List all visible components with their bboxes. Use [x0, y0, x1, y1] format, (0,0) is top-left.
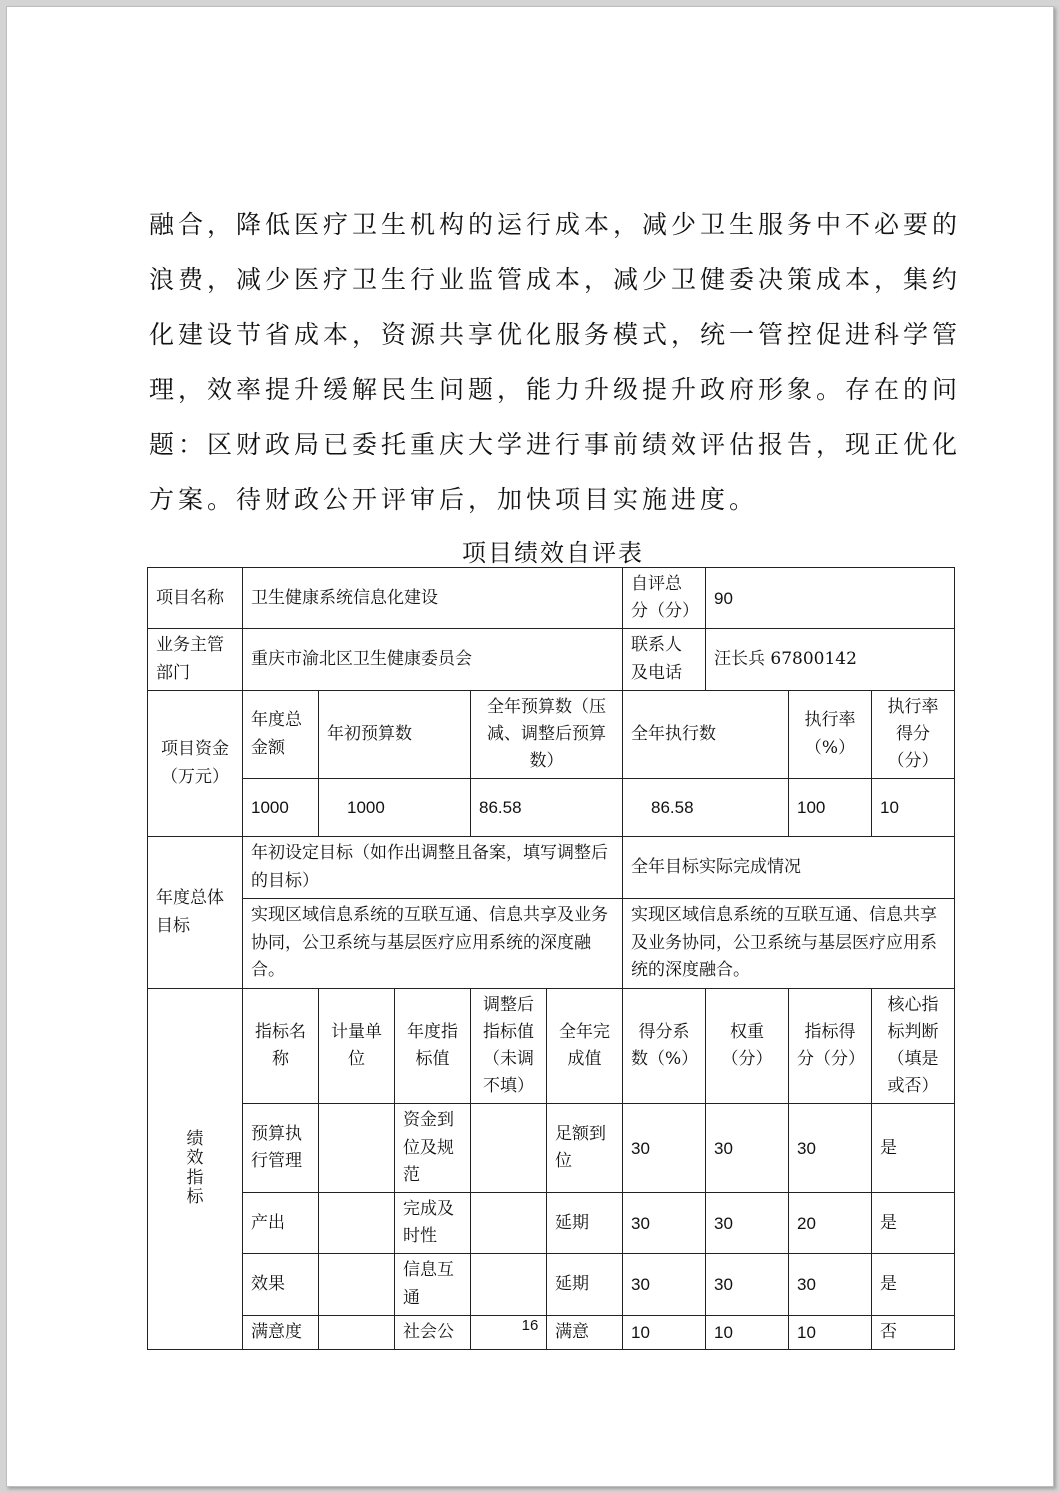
- project-name-label: 项目名称: [148, 568, 243, 629]
- indicator-cell: [319, 1104, 395, 1193]
- indicators-label-cell: [148, 988, 243, 1349]
- self-score-label: 自评总分（分）: [623, 568, 706, 629]
- indicator-cell: 信息互通: [395, 1254, 471, 1315]
- paragraph-line: 题：区财政局已委托重庆大学进行事前绩效评估报告，现正优化: [149, 430, 962, 459]
- annual-goals-label: 年度总体目标: [148, 837, 243, 988]
- funds-label: 项目资金（万元）: [148, 690, 243, 837]
- indicator-cell: [471, 1104, 547, 1193]
- indicator-header: 年度指标值: [395, 988, 471, 1104]
- indicator-cell: 30: [706, 1254, 789, 1315]
- funds-value: 10: [872, 779, 955, 837]
- indicator-cell: 预算执行管理: [243, 1104, 319, 1193]
- indicator-cell: 是: [872, 1254, 955, 1315]
- funds-header: 执行率（%）: [789, 690, 872, 779]
- initial-goal-text: 实现区域信息系统的互联互通、信息共享及业务协同，公卫系统与基层医疗应用系统的深度融合。: [243, 898, 623, 988]
- indicator-cell: 10: [789, 1315, 872, 1349]
- indicator-cell: 30: [623, 1104, 706, 1193]
- indicator-cell: 产出: [243, 1193, 319, 1254]
- funds-value: 86.58: [623, 779, 789, 837]
- indicator-cell: 满意: [547, 1315, 623, 1349]
- indicator-cell: [471, 1193, 547, 1254]
- indicator-cell: 延期: [547, 1193, 623, 1254]
- paragraph-line: 化建设节省成本，资源共享优化服务模式，统一管控促进科学管: [149, 320, 962, 349]
- contact-value: 汪长兵 67800142: [706, 629, 955, 690]
- indicator-cell: 是: [872, 1193, 955, 1254]
- indicator-header: 得分系数（%）: [623, 988, 706, 1104]
- funds-header: 执行率得分（分）: [872, 690, 955, 779]
- indicator-header: 指标得分（分）: [789, 988, 872, 1104]
- department-value: 重庆市渝北区卫生健康委员会: [243, 629, 623, 690]
- indicator-cell: 资金到位及规范: [395, 1104, 471, 1193]
- indicator-cell: 30: [623, 1254, 706, 1315]
- body-paragraph: [149, 197, 962, 527]
- funds-value: 100: [789, 779, 872, 837]
- indicator-cell: 否: [872, 1315, 955, 1349]
- funds-header: 全年预算数（压减、调整后预算数）: [471, 690, 623, 779]
- funds-header: 全年执行数: [623, 690, 789, 779]
- indicator-cell: 是: [872, 1104, 955, 1193]
- indicator-cell: [471, 1254, 547, 1315]
- self-score-value: 90: [706, 568, 955, 629]
- indicator-header: 调整后指标值（未调不填）: [471, 988, 547, 1104]
- actual-goal-text: 实现区域信息系统的互联互通、信息共享及业务协同，公卫系统与基层医疗应用系统的深度融合。: [623, 898, 955, 988]
- indicator-cell: 社会公: [395, 1315, 471, 1349]
- actual-goal-header: 全年目标实际完成情况: [623, 837, 955, 898]
- indicator-cell: [319, 1254, 395, 1315]
- paragraph-line: 融合，降低医疗卫生机构的运行成本，减少卫生服务中不必要的: [149, 210, 962, 239]
- table-title: 项目绩效自评表: [462, 539, 644, 567]
- indicator-header: 权重（分）: [706, 988, 789, 1104]
- table-row: [148, 1193, 955, 1254]
- indicator-cell: 满意度: [243, 1315, 319, 1349]
- indicator-cell: 完成及时性: [395, 1193, 471, 1254]
- indicator-cell: [319, 1193, 395, 1254]
- paragraph-line: 方案。待财政公开评审后，加快项目实施进度。: [149, 485, 759, 514]
- indicator-cell: 30: [706, 1193, 789, 1254]
- project-name-value: 卫生健康系统信息化建设: [243, 568, 623, 629]
- table-row: [148, 1104, 955, 1193]
- indicator-header: 指标名称: [243, 988, 319, 1104]
- paragraph-line: 理，效率提升缓解民生问题，能力升级提升政府形象。存在的问: [149, 375, 962, 404]
- indicator-header: 计量单位: [319, 988, 395, 1104]
- indicator-cell: 10: [623, 1315, 706, 1349]
- paragraph-line: 浪费，减少医疗卫生行业监管成本，减少卫健委决策成本，集约: [149, 265, 962, 294]
- indicator-cell: 30: [623, 1193, 706, 1254]
- indicator-cell: 效果: [243, 1254, 319, 1315]
- performance-evaluation-table: [147, 567, 955, 1350]
- funds-header: 年初预算数: [319, 690, 471, 779]
- funds-header: 年度总金额: [243, 690, 319, 779]
- table-row: [148, 1254, 955, 1315]
- funds-value: 1000: [243, 779, 319, 837]
- funds-value: 86.58: [471, 779, 623, 837]
- indicators-label: 绩效指标: [186, 1128, 204, 1208]
- indicator-cell: 30: [706, 1104, 789, 1193]
- funds-value: 1000: [319, 779, 471, 837]
- indicator-header: 核心指标判断（填是或否）: [872, 988, 955, 1104]
- indicator-cell: 30: [789, 1104, 872, 1193]
- contact-label: 联系人及电话: [623, 629, 706, 690]
- indicator-cell: 足额到位: [547, 1104, 623, 1193]
- page-number: 16: [521, 1317, 539, 1334]
- initial-goal-header: 年初设定目标（如作出调整且备案，填写调整后的目标）: [243, 837, 623, 898]
- indicator-cell: 10: [706, 1315, 789, 1349]
- department-label: 业务主管部门: [148, 629, 243, 690]
- indicator-cell: 延期: [547, 1254, 623, 1315]
- document-page: [6, 6, 1054, 1487]
- indicator-header: 全年完成值: [547, 988, 623, 1104]
- indicator-cell: 30: [789, 1254, 872, 1315]
- indicator-cell: 20: [789, 1193, 872, 1254]
